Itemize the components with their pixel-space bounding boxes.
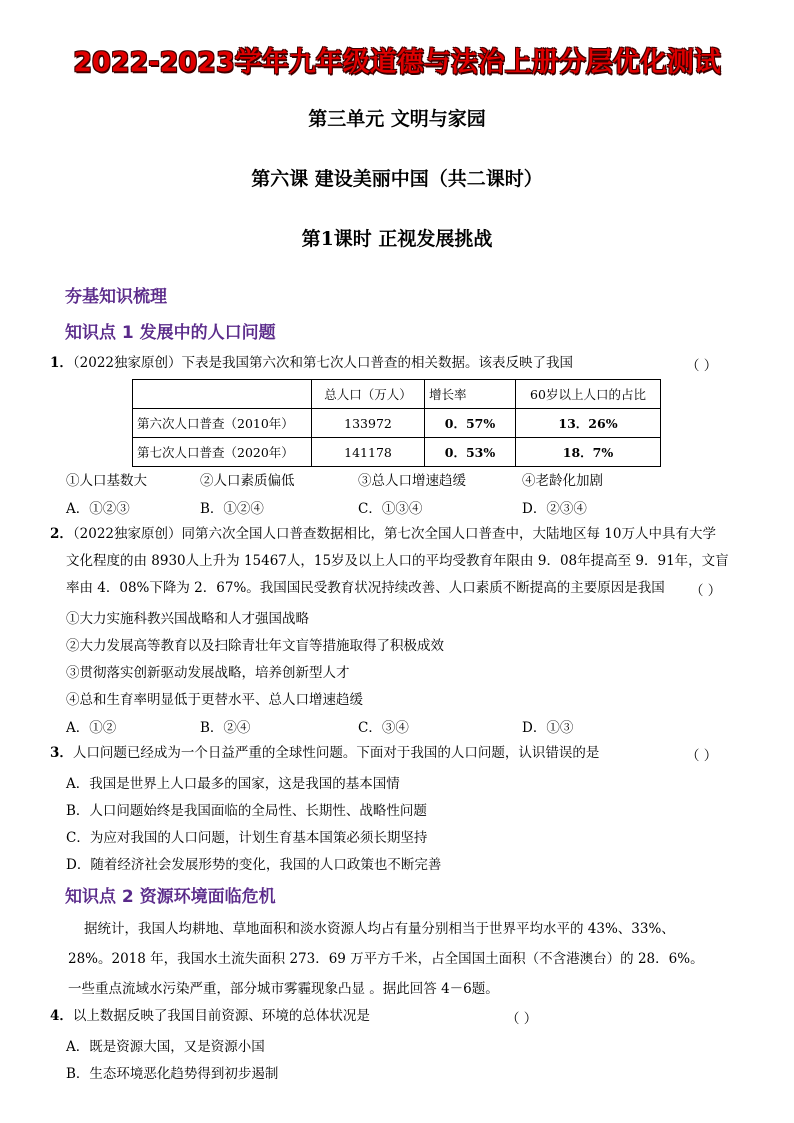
unit-title: 第三单元 文明与家园 (308, 108, 486, 130)
statement-item: ②人口素质偏低 (200, 473, 295, 489)
section-heading-knowledge-2: 知识点 2 资源环境面临危机 (65, 887, 276, 907)
option-d[interactable]: D．①③ (522, 720, 574, 736)
table-cell: 第六次人口普查（2010年） (133, 409, 312, 438)
table-row (133, 409, 661, 438)
option-c[interactable]: C．③④ (358, 720, 409, 736)
option-b[interactable]: B．①②④ (200, 501, 264, 517)
question-text: （2022独家原创）同第六次全国人口普查数据相比，第七次全国人口普查中，大陆地区每 10万人中具有大学 (72, 526, 716, 542)
table-cell: 18．7% (516, 438, 661, 467)
question-text: 以上数据反映了我国目前资源、环境的总体状况是 (72, 1008, 370, 1024)
question-number: 4． (50, 1008, 73, 1024)
option-a[interactable]: A．①②③ (66, 501, 130, 517)
option-b[interactable]: B．人口问题始终是我国面临的全局性、长期性、战略性问题 (66, 803, 427, 819)
table-cell: 0．57% (425, 409, 516, 438)
statement-item: ③总人口增速趋缓 (358, 473, 466, 489)
question-2-line-2: 文化程度的由 8930人上升为 15467人，15岁及以上人口的平均受教育年限由 9．08年提高至 9．91年，文盲 (66, 553, 729, 569)
question-number: 1． (50, 355, 73, 371)
question-2-stem (50, 525, 716, 543)
period-title: 第1课时 正视发展挑战 (301, 228, 493, 250)
option-b[interactable]: B．生态环境恶化趋势得到初步遏制 (66, 1066, 279, 1082)
material-line-2: 28%。2018 年，我国水土流失面积 273．69 万平方千米，占全国国土面积（不含港澳台）的 28．6%。 (68, 951, 704, 967)
table-header-cell (133, 380, 312, 409)
table-cell: 13．26% (516, 409, 661, 438)
table-row (133, 438, 661, 467)
option-a[interactable]: A．既是资源大国，又是资源小国 (66, 1039, 265, 1055)
material-line-1: 据统计，我国人均耕地、草地面积和淡水资源人均占有量分别相当于世界平均水平的 43%、33%、 (84, 921, 675, 937)
statement-item: ④老龄化加剧 (522, 473, 603, 489)
option-a[interactable]: A．①② (66, 720, 117, 736)
table-header-cell: 60岁以上人口的占比 (516, 380, 661, 409)
question-1-stem (50, 354, 573, 372)
option-d[interactable]: D．②③④ (522, 501, 587, 517)
answer-bracket: （ ） (686, 748, 718, 764)
statement-item: ①大力实施科教兴国战略和人才强国战略 (66, 611, 309, 627)
lesson-title: 第六课 建设美丽中国（共二课时） (251, 168, 543, 190)
question-number: 3． (50, 745, 73, 761)
option-c[interactable]: C．①③④ (358, 501, 423, 517)
table-cell: 0．53% (425, 438, 516, 467)
question-text: （2022独家原创）下表是我国第六次和第七次人口普查的相关数据。该表反映了我国 (72, 355, 574, 371)
table-cell: 第七次人口普查（2020年） (133, 438, 312, 467)
census-table (132, 379, 661, 467)
question-number: 2． (50, 526, 73, 542)
table-cell: 141178 (312, 438, 425, 467)
statement-item: ②大力发展高等教育以及扫除青壮年文盲等措施取得了积极成效 (66, 638, 444, 654)
document-title: 2022-2023学年九年级道德与法治上册分层优化测试 (73, 47, 721, 78)
material-line-3: 一些重点流域水污染严重，部分城市雾霾现象凸显 。据此回答 4－6题。 (68, 981, 499, 997)
statement-item: ④总和生育率明显低于更替水平、总人口增速趋缓 (66, 692, 363, 708)
statement-item: ③贯彻落实创新驱动发展战略，培养创新型人才 (66, 665, 350, 681)
question-4-stem (50, 1007, 370, 1025)
table-header-row (133, 380, 661, 409)
option-d[interactable]: D．随着经济社会发展形势的变化，我国的人口政策也不断完善 (66, 857, 442, 873)
option-b[interactable]: B．②④ (200, 720, 251, 736)
answer-bracket: （ ） (506, 1011, 538, 1027)
answer-bracket: （ ） (690, 583, 722, 599)
question-3-stem (50, 744, 599, 762)
table-header-cell: 增长率 (425, 380, 516, 409)
question-2-line-3: 率由 4．08%下降为 2．67%。我国国民受教育状况持续改善、人口素质不断提高的主要原因是我国 (66, 580, 665, 596)
answer-bracket: （ ） (686, 358, 718, 374)
table-header-cell: 总人口（万人） (312, 380, 425, 409)
option-c[interactable]: C．为应对我国的人口问题，计划生育基本国策必须长期坚持 (66, 830, 428, 846)
option-a[interactable]: A．我国是世界上人口最多的国家，这是我国的基本国情 (66, 776, 400, 792)
question-text: 人口问题已经成为一个日益严重的全球性问题。下面对于我国的人口问题，认识错误的是 (72, 745, 600, 761)
section-heading-knowledge-1: 知识点 1 发展中的人口问题 (65, 323, 276, 343)
table-cell: 133972 (312, 409, 425, 438)
statement-item: ①人口基数大 (66, 473, 147, 489)
section-heading-basic: 夯基知识梳理 (65, 287, 167, 307)
